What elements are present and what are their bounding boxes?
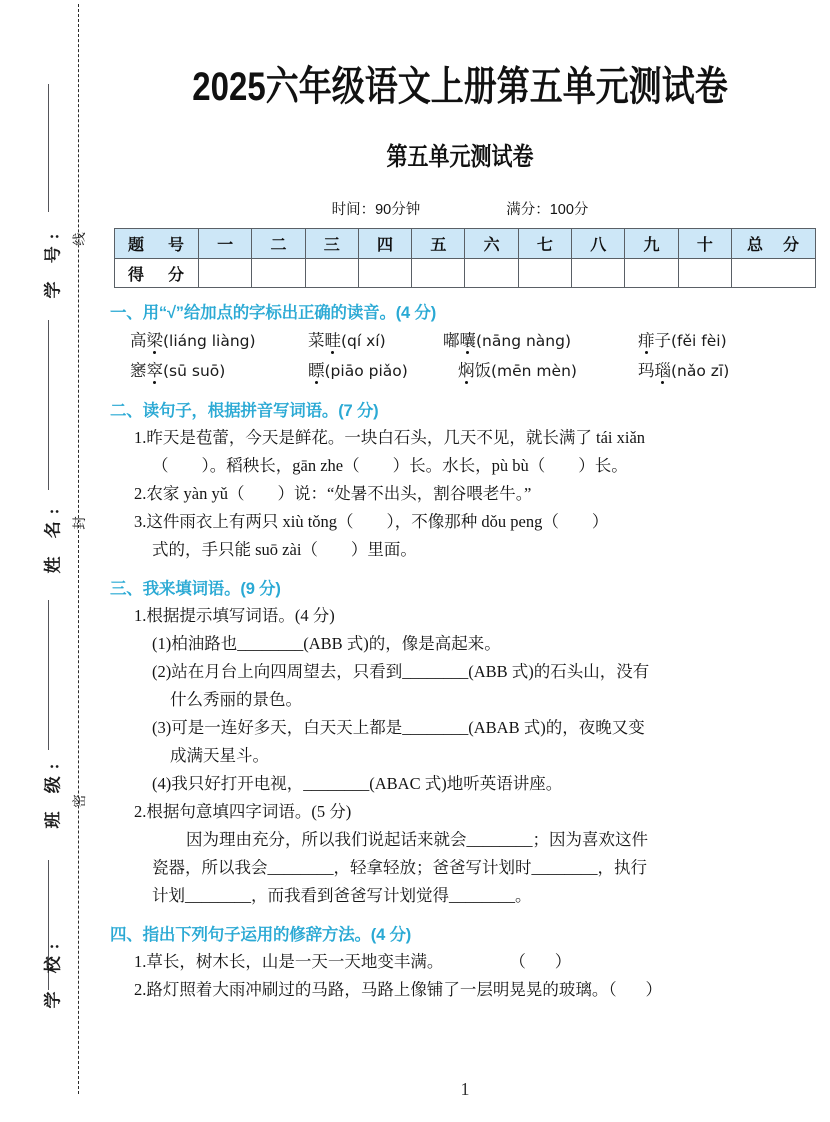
pinyin-item-2-4 bbox=[638, 356, 729, 386]
question-line: 1.昨天是苞蕾，今天是鲜花。一块白石头，几天不见，就长满了 tái xiǎn bbox=[134, 428, 646, 447]
pinyin-char: 窸 bbox=[130, 361, 147, 380]
pinyin-char: 菜 bbox=[308, 331, 325, 350]
question-line: 式的，手只能 suō zài（ ）里面。 bbox=[152, 540, 417, 559]
score-cell-6[interactable] bbox=[465, 259, 518, 288]
score-cell-1[interactable] bbox=[199, 259, 252, 288]
question-line: 什么秀丽的景色。 bbox=[170, 690, 302, 709]
score-table-col-9: 九 bbox=[625, 229, 678, 259]
test-paper-sheet bbox=[100, 0, 830, 1122]
seal-solid-line-1 bbox=[48, 84, 49, 212]
score-cell-5[interactable] bbox=[412, 259, 465, 288]
pinyin-dotted-char: 瑙 bbox=[654, 361, 671, 380]
score-table-col-1: 一 bbox=[199, 229, 252, 259]
pinyin-options: (nǎo zī) bbox=[671, 362, 730, 380]
pinyin-dotted-char: 畦 bbox=[324, 331, 341, 350]
pinyin-dotted-char: 瞟 bbox=[308, 361, 325, 380]
pinyin-item-2-1 bbox=[130, 356, 308, 386]
pinyin-options: (mēn mèn) bbox=[491, 362, 577, 380]
pinyin-item-1-2 bbox=[308, 326, 443, 356]
exam-total-score: 满分：100分 bbox=[506, 202, 589, 218]
pinyin-options: (qí xí) bbox=[341, 332, 386, 350]
seal-solid-line-3 bbox=[48, 600, 49, 750]
pinyin-item-2-3 bbox=[458, 356, 638, 386]
question-line: 1.草长，树木长，山是一天一天地变丰满。 （ ） bbox=[134, 952, 572, 971]
pinyin-options: (nāng nàng) bbox=[476, 332, 571, 350]
question-line: （ ）。稻秧长，gān zhe（ ）长。水长，pù bù（ ）长。 bbox=[152, 456, 628, 475]
question-line: (2)站在月台上向四周望去，只看到________(ABB 式)的石头山，没有 bbox=[152, 662, 650, 681]
score-table-header-row bbox=[115, 229, 816, 259]
seal-mark-feng: 封 bbox=[72, 514, 87, 530]
question-line: 1.根据提示填写词语。(4 分) bbox=[134, 606, 335, 625]
pinyin-char: 嘟 bbox=[443, 331, 460, 350]
score-cell-8[interactable] bbox=[572, 259, 625, 288]
pinyin-item-2-2 bbox=[308, 356, 458, 386]
score-table-col-total: 总 分 bbox=[732, 229, 816, 259]
pinyin-char: 玛 bbox=[638, 361, 655, 380]
score-cell-total[interactable] bbox=[732, 259, 816, 288]
score-table-col-2: 二 bbox=[252, 229, 305, 259]
score-table-col-4: 四 bbox=[358, 229, 411, 259]
pinyin-options: (liáng liàng) bbox=[163, 332, 256, 350]
section-heading-4: 四、指出下列句子运用的修辞方法。(4 分) bbox=[110, 926, 412, 944]
score-table-col-6: 六 bbox=[465, 229, 518, 259]
pinyin-item-1-3 bbox=[443, 326, 638, 356]
pinyin-item-1-1 bbox=[130, 326, 308, 356]
seal-mark-mi: 密 bbox=[72, 792, 87, 808]
exam-duration: 时间：90分钟 bbox=[331, 202, 421, 218]
score-table-col-7: 七 bbox=[518, 229, 571, 259]
score-cell-9[interactable] bbox=[625, 259, 678, 288]
score-table-row-label-score: 得 分 bbox=[115, 259, 199, 288]
seal-strip bbox=[0, 0, 100, 1122]
question-line: (1)柏油路也________(ABB 式)的，像是高起来。 bbox=[152, 634, 501, 653]
exam-meta bbox=[108, 198, 812, 219]
question-line: 2.农家 yàn yǔ（ ）说：“处暑不出头，割谷喂老牛。” bbox=[134, 484, 532, 503]
page-title: 2025六年级语文上册第五单元测试卷 bbox=[192, 63, 728, 109]
question-line: 2.根据句意填四字词语。(5 分) bbox=[134, 802, 352, 821]
seal-field-student-id: 学 号: bbox=[43, 226, 63, 299]
pinyin-char: 饭 bbox=[474, 361, 491, 380]
question-line: (4)我只好打开电视，________(ABAC 式)地听英语讲座。 bbox=[152, 774, 563, 793]
pinyin-item-1-4 bbox=[638, 326, 727, 356]
score-cell-4[interactable] bbox=[358, 259, 411, 288]
pinyin-options: (fěi fèi) bbox=[671, 332, 727, 350]
page-number: 1 bbox=[460, 1079, 470, 1099]
score-table-col-8: 八 bbox=[572, 229, 625, 259]
pinyin-dotted-char: 囔 bbox=[459, 331, 476, 350]
pinyin-options: (sū suō) bbox=[163, 362, 226, 380]
score-cell-3[interactable] bbox=[305, 259, 358, 288]
seal-field-name: 姓 名: bbox=[43, 501, 63, 574]
score-cell-10[interactable] bbox=[678, 259, 731, 288]
score-cell-2[interactable] bbox=[252, 259, 305, 288]
score-table-score-row bbox=[115, 259, 816, 288]
pinyin-dotted-char: 窣 bbox=[146, 361, 163, 380]
question-line: (3)可是一连好多天，白天天上都是________(ABAB 式)的，夜晚又变 bbox=[152, 718, 645, 737]
score-table bbox=[114, 228, 816, 288]
pinyin-dotted-char: 痱 bbox=[638, 331, 655, 350]
score-table-row-label-question: 题 号 bbox=[115, 229, 199, 259]
score-table-col-10: 十 bbox=[678, 229, 731, 259]
pinyin-char: 子 bbox=[654, 331, 671, 350]
pinyin-row-2 bbox=[108, 356, 812, 386]
seal-solid-line-2 bbox=[48, 320, 49, 490]
seal-field-class: 班 级: bbox=[43, 756, 63, 829]
question-line: 3.这件雨衣上有两只 xiù tǒng（ ），不像那种 dǒu peng（ ） bbox=[134, 512, 609, 531]
question-line: 2.路灯照着大雨冲刷过的马路，马路上像铺了一层明晃晃的玻璃。（ ） bbox=[134, 980, 662, 999]
section-heading-3: 三、我来填词语。(9 分) bbox=[110, 580, 281, 598]
section-heading-2: 二、读句子，根据拼音写词语。(7 分) bbox=[110, 402, 379, 420]
pinyin-dotted-char: 焖 bbox=[458, 361, 475, 380]
question-line: 因为理由充分，所以我们说起话来就会________；因为喜欢这件 bbox=[186, 830, 648, 849]
question-line: 成满天星斗。 bbox=[170, 746, 269, 765]
score-table-col-5: 五 bbox=[412, 229, 465, 259]
pinyin-dotted-char: 梁 bbox=[146, 331, 163, 350]
pinyin-row-1 bbox=[108, 326, 812, 356]
score-cell-7[interactable] bbox=[518, 259, 571, 288]
seal-field-school: 学 校: bbox=[43, 936, 63, 1009]
pinyin-char: 高 bbox=[130, 331, 147, 350]
score-table-col-3: 三 bbox=[305, 229, 358, 259]
pinyin-options: (piāo piǎo) bbox=[324, 362, 408, 380]
question-line: 计划________，而我看到爸爸写计划觉得________。 bbox=[152, 886, 532, 905]
section-heading-1: 一、用“√”给加点的字标出正确的读音。(4 分) bbox=[110, 304, 437, 322]
question-line: 瓷器，所以我会________，轻拿轻放；爸爸写计划时________，执行 bbox=[152, 858, 647, 877]
seal-mark-xian: 线 bbox=[72, 230, 87, 246]
page-subtitle: 第五单元测试卷 bbox=[386, 143, 534, 172]
